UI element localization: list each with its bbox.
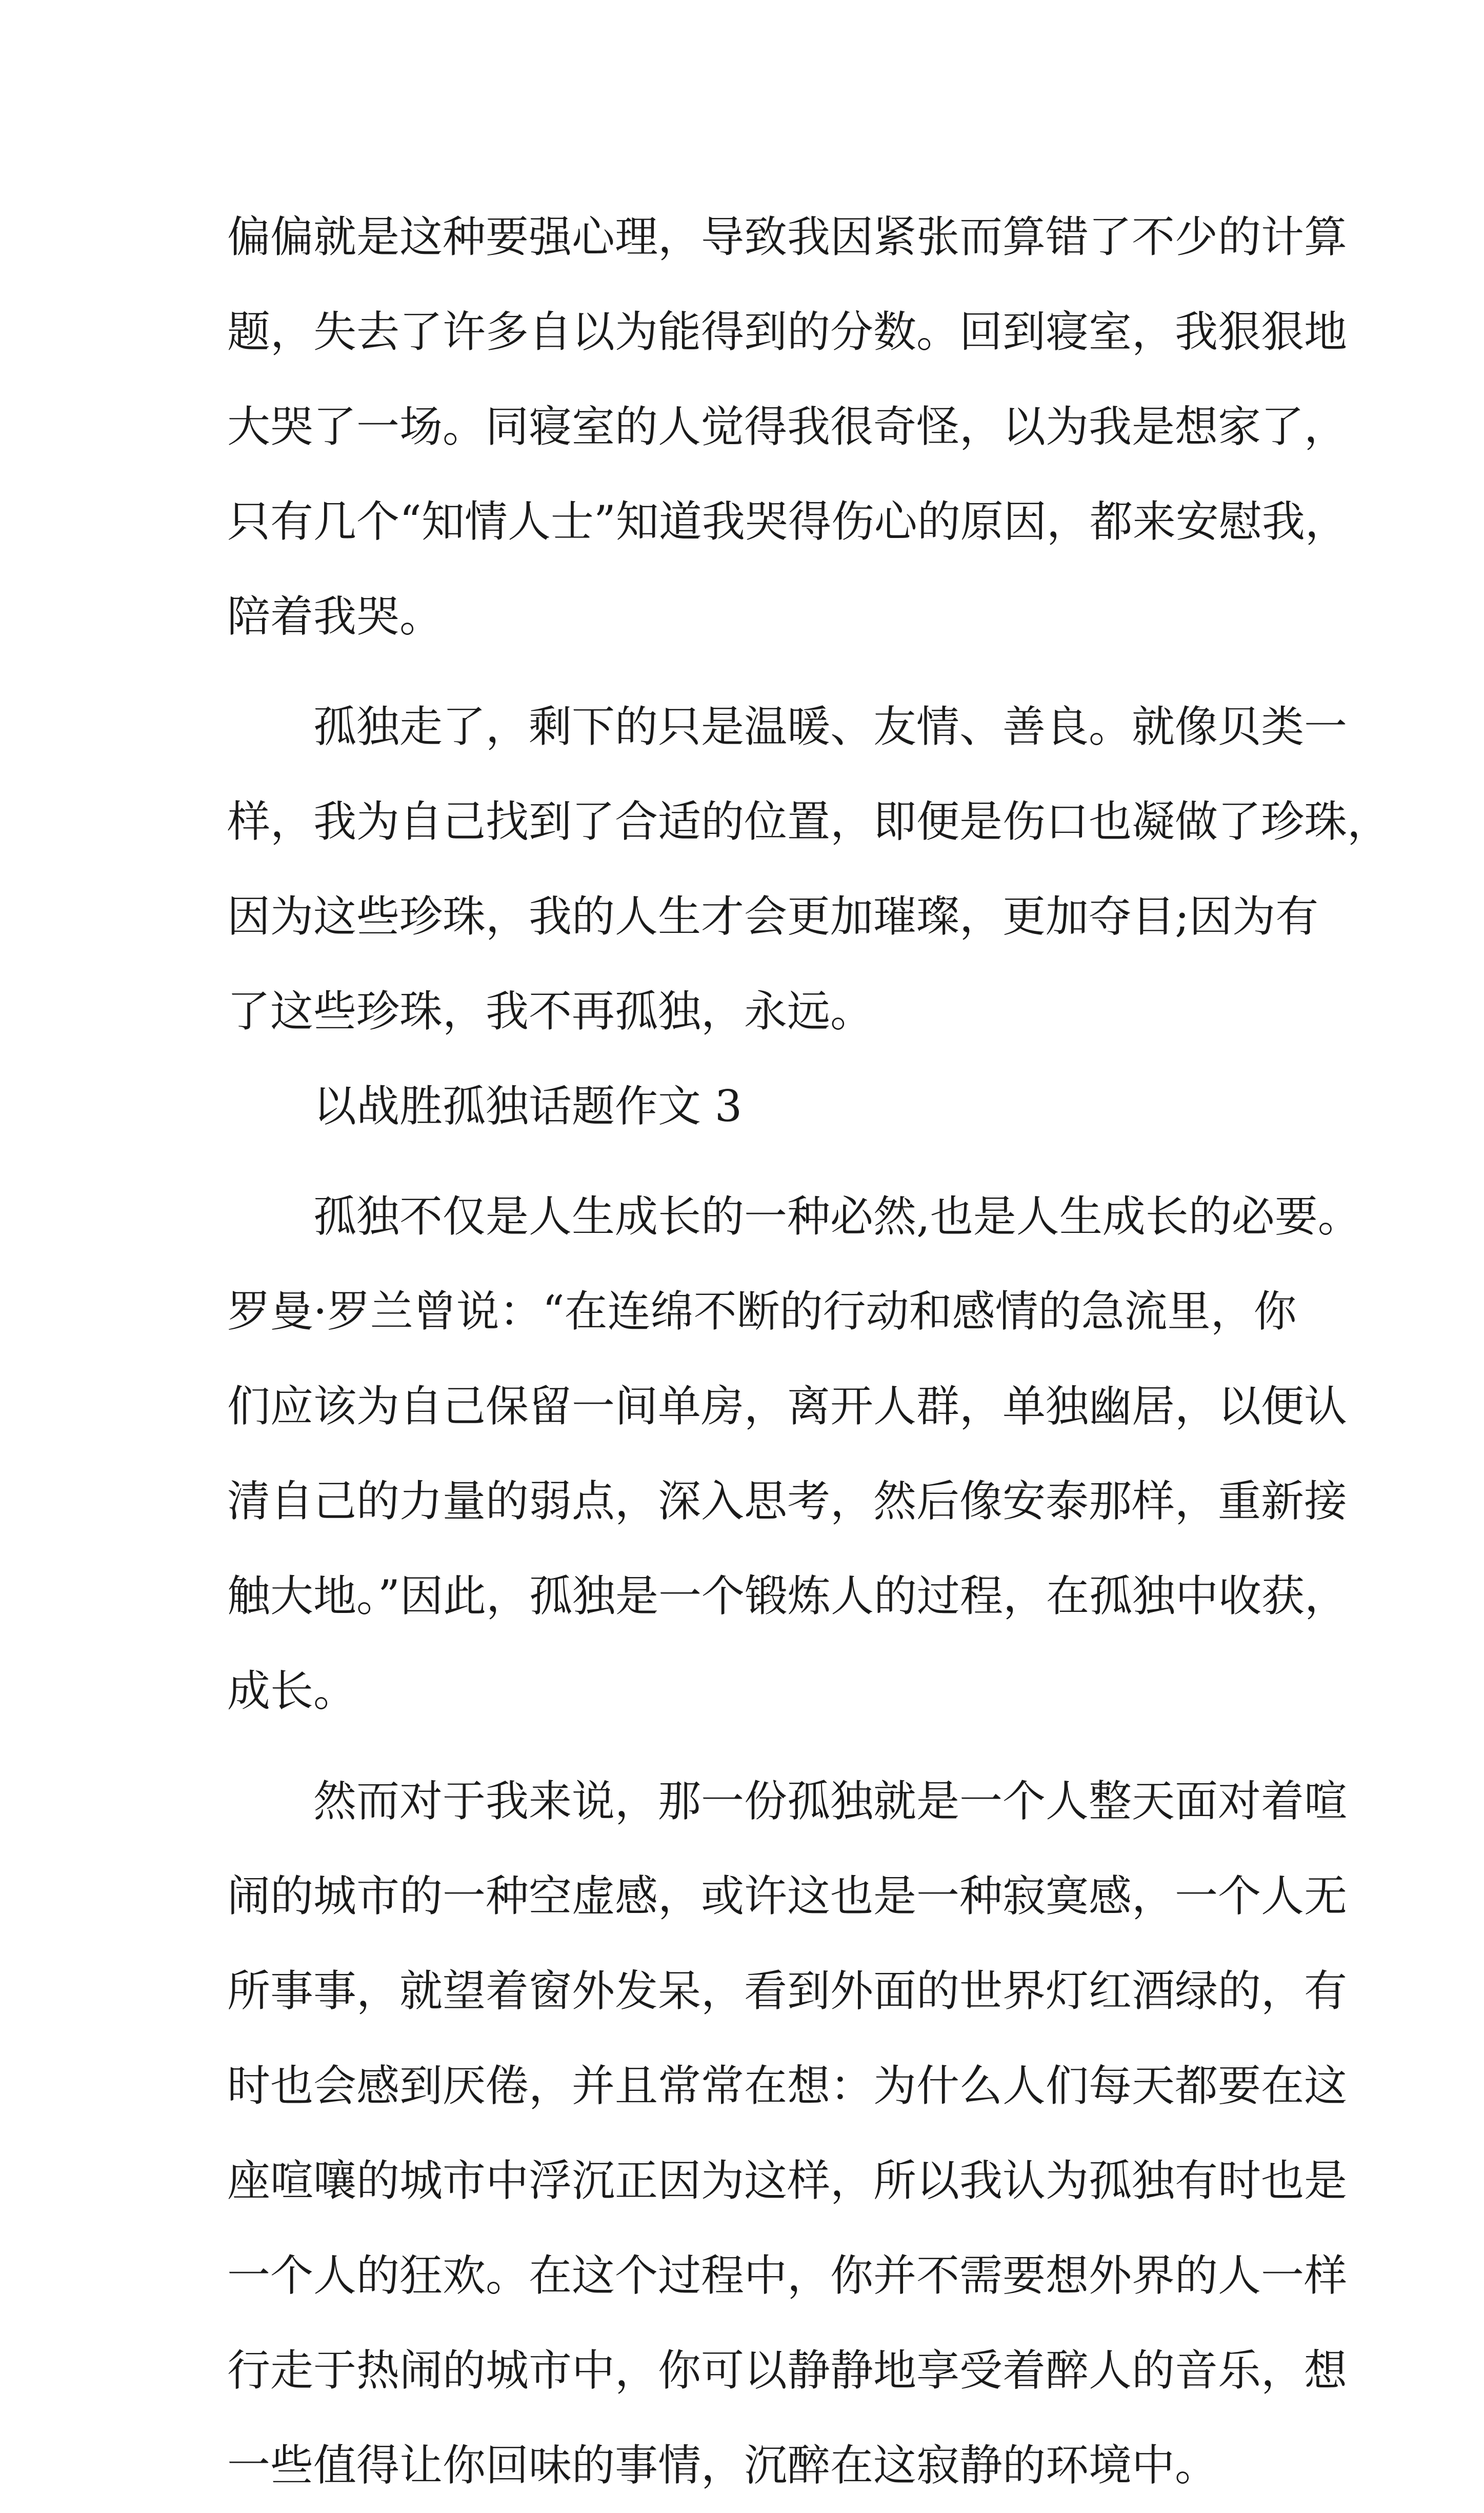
text-line: 触大地。”因此，孤独是一个锻炼人的过程，在孤独中收获， [227,1571,1348,1621]
text-line: 时也会感到厌倦，并且常常在想：为什么人们每天都要在这 [227,2061,1348,2111]
text-line: 成长。 [227,1666,357,1716]
text-line: 们应该为自己保留一间单房，离开人群，单独幽居，以便认 [227,1381,1348,1431]
text-line: 清自己的力量的弱点，深入思考，然后像安泰那样，重新接 [227,1476,1348,1526]
text-line: 孤独走了，剩下的只是温暖、友情、善良。就像贝类一 [313,702,1348,752]
document-body [227,190,1391,2513]
text-line: 因为这些珍珠，我的人生才会更加璀璨，更加夺目;因为有 [227,891,1319,942]
paragraph [227,1169,1361,1739]
section-heading [227,1059,1263,1154]
paragraph [227,190,1348,664]
paragraph [227,1754,1348,2513]
text-line: 了这些珍珠，我不再孤独，永远。 [227,986,874,1036]
text-line: 一个人的狂欢。在这个过程中，你并不需要想外界的人一样 [227,2250,1348,2301]
text-line: 只有几个“知情人士”知道我哭得伤心的原因，都来安慰我， [227,496,1348,547]
text-line: 大哭了一场。同寝室的人觉得我很奇怪，以为我是想家了， [227,402,1348,452]
text-line: 题，失去了许多自以为能得到的分数。回到寝室，我狠狠地 [227,307,1348,357]
text-line: 样，我为自己找到了合适的位置，即便是伤口也凝做了珍珠， [227,796,1391,847]
text-line: 偏偏就是这种要强心理，导致我因紧张而算错了不少的计算 [227,212,1348,262]
paragraph [227,680,1391,1059]
text-line: 行走于热闹的城市中，你可以静静地享受着醉人的音乐，想 [227,2345,1348,2396]
text-line: 所事事，就望着窗外发呆，看到外面的世界灯红酒绿的，有 [227,1966,1348,2016]
text-line: 一些值得让你回味的事情，沉醉在这寂静的环境中。 [227,2440,1218,2490]
text-line: 闹的城市的一种空虚感，或许这也是一种寂寞感，一个人无 [227,1871,1348,1921]
text-line: 然而对于我来说，那一份孤独就是一个人整天面对着喧 [313,1776,1348,1826]
text-line: 陪着我哭。 [227,591,443,642]
text-line: 孤独不仅是人生成长的一种必然,也是人生成长的必要。 [313,1191,1361,1242]
heading-text: 以战胜孤独话题作文 3 [313,1081,743,1131]
text-line: 座喧嚷的城市中浮沉正因为这样，所以我认为孤独有时也是 [227,2156,1348,2206]
text-line: 罗曼·罗兰曾说：“在连绵不断的行动和感情的急流里，你 [227,1286,1297,1337]
